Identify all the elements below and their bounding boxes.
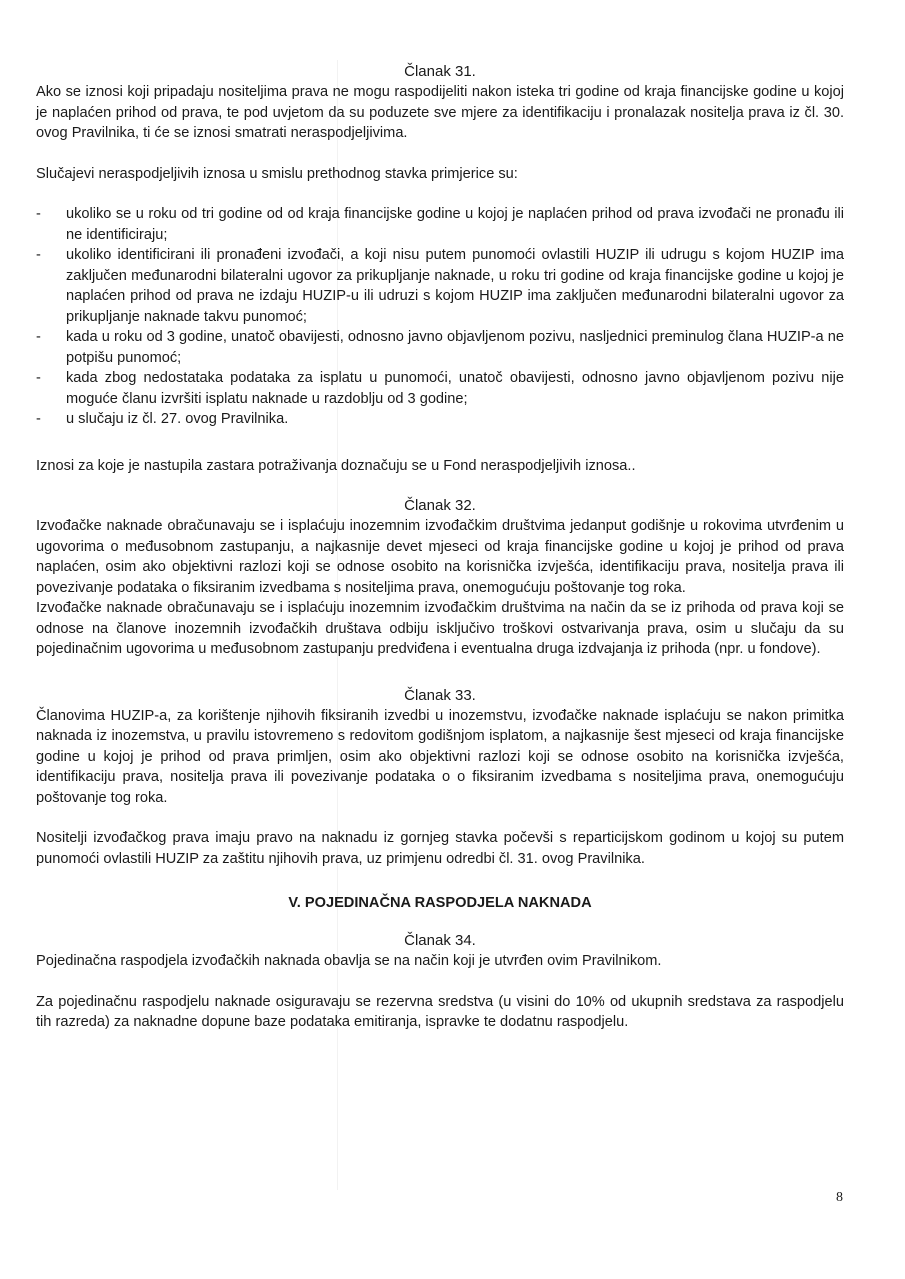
list-item: - kada zbog nedostataka podataka za isplatu u punomoći, unatoč obavijesti, odnosno javno objavljenom pozivu nije moguće članu izvršiti isplatu naknade u razdoblju od 3 godine;: [36, 370, 844, 407]
article-33-heading: Članak 33.: [404, 686, 476, 704]
unallocated-cases-list: [36, 204, 844, 430]
page-number: 8: [836, 1190, 843, 1205]
list-dash: -: [36, 370, 41, 386]
list-dash: -: [36, 411, 41, 427]
article-31-heading: Članak 31.: [404, 63, 476, 80]
list-item: - kada u roku od 3 godine, unatoč obavijesti, odnosno javno objavljenom pozivu, nasljednici preminulog člana HUZIP-a ne potpišu punomoć;: [36, 329, 844, 366]
article-31-paragraph-2: Slučajevi neraspodjeljivih iznosa u smislu prethodnog stavka primjerice su:: [36, 165, 518, 182]
article-31-paragraph-3: Iznosi za koje je nastupila zastara potraživanja doznačuju se u Fond neraspodjeljivih iznosa..: [36, 457, 636, 474]
list-item: - ukoliko se u roku od tri godine od od kraja financijske godine u kojoj je naplaćen prihod od prava izvođači ne pronađu ili ne identificiraju;: [36, 206, 844, 243]
list-item: - ukoliko identificirani ili pronađeni izvođači, a koji nisu putem punomoći ovlastili HUZIP ili udrugu s kojom HUZIP ima zaključen međunarodni bilateralni ugovor za prikupljanje naknade, u roku tri godine od kraja financijske godine u kojoj je naplaćen prihod od prava ne izdaju HUZIP-u ili udruzi s kojom HUZIP ima zaključen međunarodni bilateralni ugovor za prikupljanje naknade takvu punomoć;: [36, 247, 844, 325]
article-34-paragraph-2: Za pojedinačnu raspodjelu naknade osiguravaju se rezervna sredstva (u visini do 10% od ukupnih sredstava za raspodjelu tih razreda) za naknadne dopune baze podataka emitiranja, ispravke te dodatnu raspodjelu.: [36, 993, 844, 1030]
list-item: - u slučaju iz čl. 27. ovog Pravilnika.: [36, 409, 844, 430]
article-33-paragraph-1: Članovima HUZIP-a, za korištenje njihovih fiksiranih izvedbi u inozemstvu, izvođačke naknade isplaćuju se nakon primitka naknada iz inozemstva, u pravilu istovremeno s redovitom godišnjom isplatom, a najkasnije šest mjeseci od kraja financijske godine u kojoj je prihod od prava primljen, osim ako objektivni razlozi koji se odnose osobito na korisnička izvješća, identifikaciju prava, nositelja prava ili povezivanje podataka o o fiksiranim izvedbama s nositeljima prava, onemogućuju poštovanje tog roka.: [36, 707, 844, 806]
list-dash: -: [36, 329, 41, 345]
article-32-paragraph-1: Izvođačke naknade obračunavaju se i isplaćuju inozemnim izvođačkim društvima jedanput godišnje u rokovima utvrđenim u ugovorima o međusobnom zastupanju, a najkasnije devet mjeseci od kraja financijske godine u kojoj je prihod od prava naplaćen, osim ako objektivni razlozi koji se odnose osobito na korisnička izvješća, identifikaciju prava, nositelja prava ili povezivanje podataka o fiksiranim izvedbama s nositeljima prava, onemogućuju poštovanje tog roka.: [36, 518, 844, 596]
article-31-paragraph-1: Ako se iznosi koji pripadaju nositeljima prava ne mogu raspodijeliti nakon isteka tri godine od kraja financijske godine u kojoj je naplaćen prihod od prava, te pod uvjetom da su poduzete sve mjere za identifikaciju i pronalazak nositelja prava iz čl. 30. ovog Pravilnika, ti će se iznosi smatrati neraspodjeljivima.: [36, 84, 844, 141]
list-dash: -: [36, 247, 41, 263]
article-32-paragraph-2: Izvođačke naknade obračunavaju se i isplaćuju inozemnim izvođačkim društvima na način da se iz prihoda od prava koji se odnose na članove inozemnih izvođačkih društava odbiju isključivo troškovi ostvarivanja prava, osim u slučaju da su pojedinačnim ugovorima u međusobnom zastupanju predviđena i eventualna druga izdvajanja iz prihoda (npr. u fondove).: [36, 600, 844, 657]
chapter-title: V. POJEDINAČNA RASPODJELA NAKNADA: [288, 895, 592, 911]
article-33-paragraph-2: Nositelji izvođačkog prava imaju pravo na naknadu iz gornjeg stavka počevši s reparticijskom godinom u kojoj su putem punomoći ovlastili HUZIP za zaštitu njihovih prava, uz primjenu odredbi čl. 31. ovog Pravilnika.: [36, 830, 844, 867]
article-32-heading: Članak 32.: [404, 497, 476, 514]
list-dash: -: [36, 206, 41, 222]
article-34-paragraph-1: Pojedinačna raspodjela izvođačkih naknada obavlja se na način koji je utvrđen ovim Pravilnikom.: [36, 953, 662, 969]
article-34-heading: Članak 34.: [404, 932, 476, 949]
document-page: [36, 62, 844, 1033]
